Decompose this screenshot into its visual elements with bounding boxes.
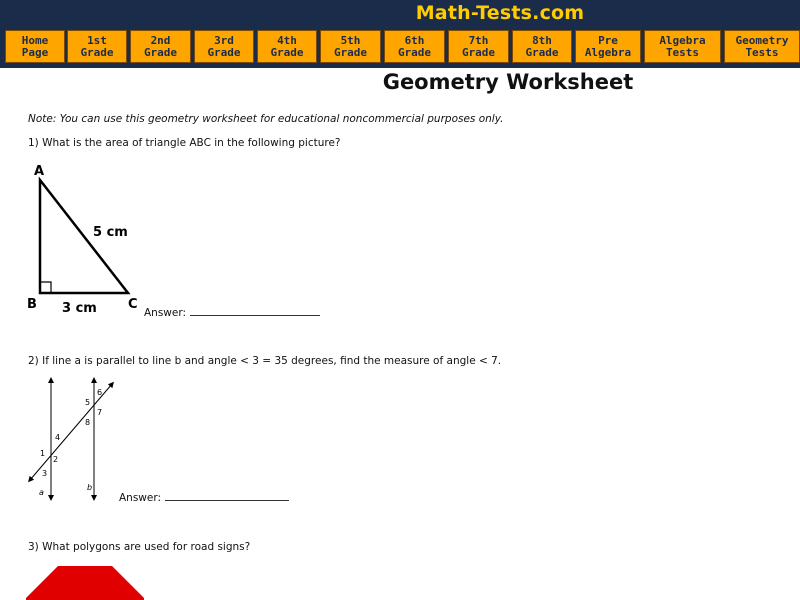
base-length-label: 3 cm [62, 301, 97, 316]
nav-label-line1: 7th [468, 33, 489, 47]
nav-label-line2: Grade [333, 45, 368, 59]
nav-label-line2: Grade [143, 45, 178, 59]
nav-label-line2: Algebra [584, 45, 632, 59]
nav-label-line2: Grade [461, 45, 496, 59]
answer-label: Answer: [144, 307, 187, 319]
nav-label-line1: 6th [404, 33, 425, 47]
nav-label-line2: Grade [397, 45, 432, 59]
nav-label-line1: Algebra [659, 33, 706, 47]
angle-3-label: 3 [42, 469, 48, 478]
question-1-text: 1) What is the area of triangle ABC in the following picture? [28, 137, 341, 149]
angle-4-label: 4 [55, 433, 61, 442]
page-title: Geometry Worksheet [382, 70, 634, 94]
nav-label-line2: Tests [665, 45, 700, 59]
angle-2-label: 2 [53, 455, 59, 464]
nav-label-line1: 3rd [214, 33, 234, 47]
angle-8-label: 8 [85, 418, 91, 427]
line-a-label: a [39, 488, 44, 497]
nav-label-line1: 5th [340, 33, 361, 47]
question-2-text: 2) If line a is parallel to line b and angle < 3 = 35 degrees, find the measure of angle < 7. [28, 355, 502, 367]
line-b-label: b [87, 483, 93, 492]
nav-label-line1: 2nd [150, 33, 171, 47]
stop-sign-octagon [26, 566, 144, 600]
vertex-b-label: B [27, 297, 37, 312]
vertex-a-label: A [34, 164, 45, 179]
angle-6-label: 6 [97, 388, 103, 397]
nav-label-line2: Tests [745, 45, 779, 59]
nav-label-line2: Grade [270, 45, 304, 59]
nav-label-line1: Home [21, 33, 49, 47]
nav-label-line2: Grade [80, 45, 114, 59]
site-title[interactable]: Math-Tests.com [415, 2, 585, 24]
nav-label-line2: Grade [207, 45, 241, 59]
answer-label: Answer: [119, 492, 162, 504]
usage-note: Note: You can use this geometry worksheet for educational noncommercial purposes only. [28, 113, 504, 125]
angle-5-label: 5 [85, 398, 91, 407]
nav-label-line1: Geometry [735, 33, 789, 47]
question-3-text: 3) What polygons are used for road signs? [28, 541, 251, 553]
nav-label-line1: Pre [598, 33, 618, 47]
nav-label-line2: Grade [525, 45, 559, 59]
nav-label-line1: 1st [87, 33, 107, 47]
angle-1-label: 1 [40, 449, 46, 458]
nav-label-line2: Page [21, 45, 49, 59]
vertex-c-label: C [128, 297, 138, 312]
hypotenuse-length-label: 5 cm [93, 225, 128, 240]
nav-label-line1: 4th [277, 33, 297, 47]
nav-label-line1: 8th [532, 33, 552, 47]
angle-7-label: 7 [97, 408, 103, 417]
